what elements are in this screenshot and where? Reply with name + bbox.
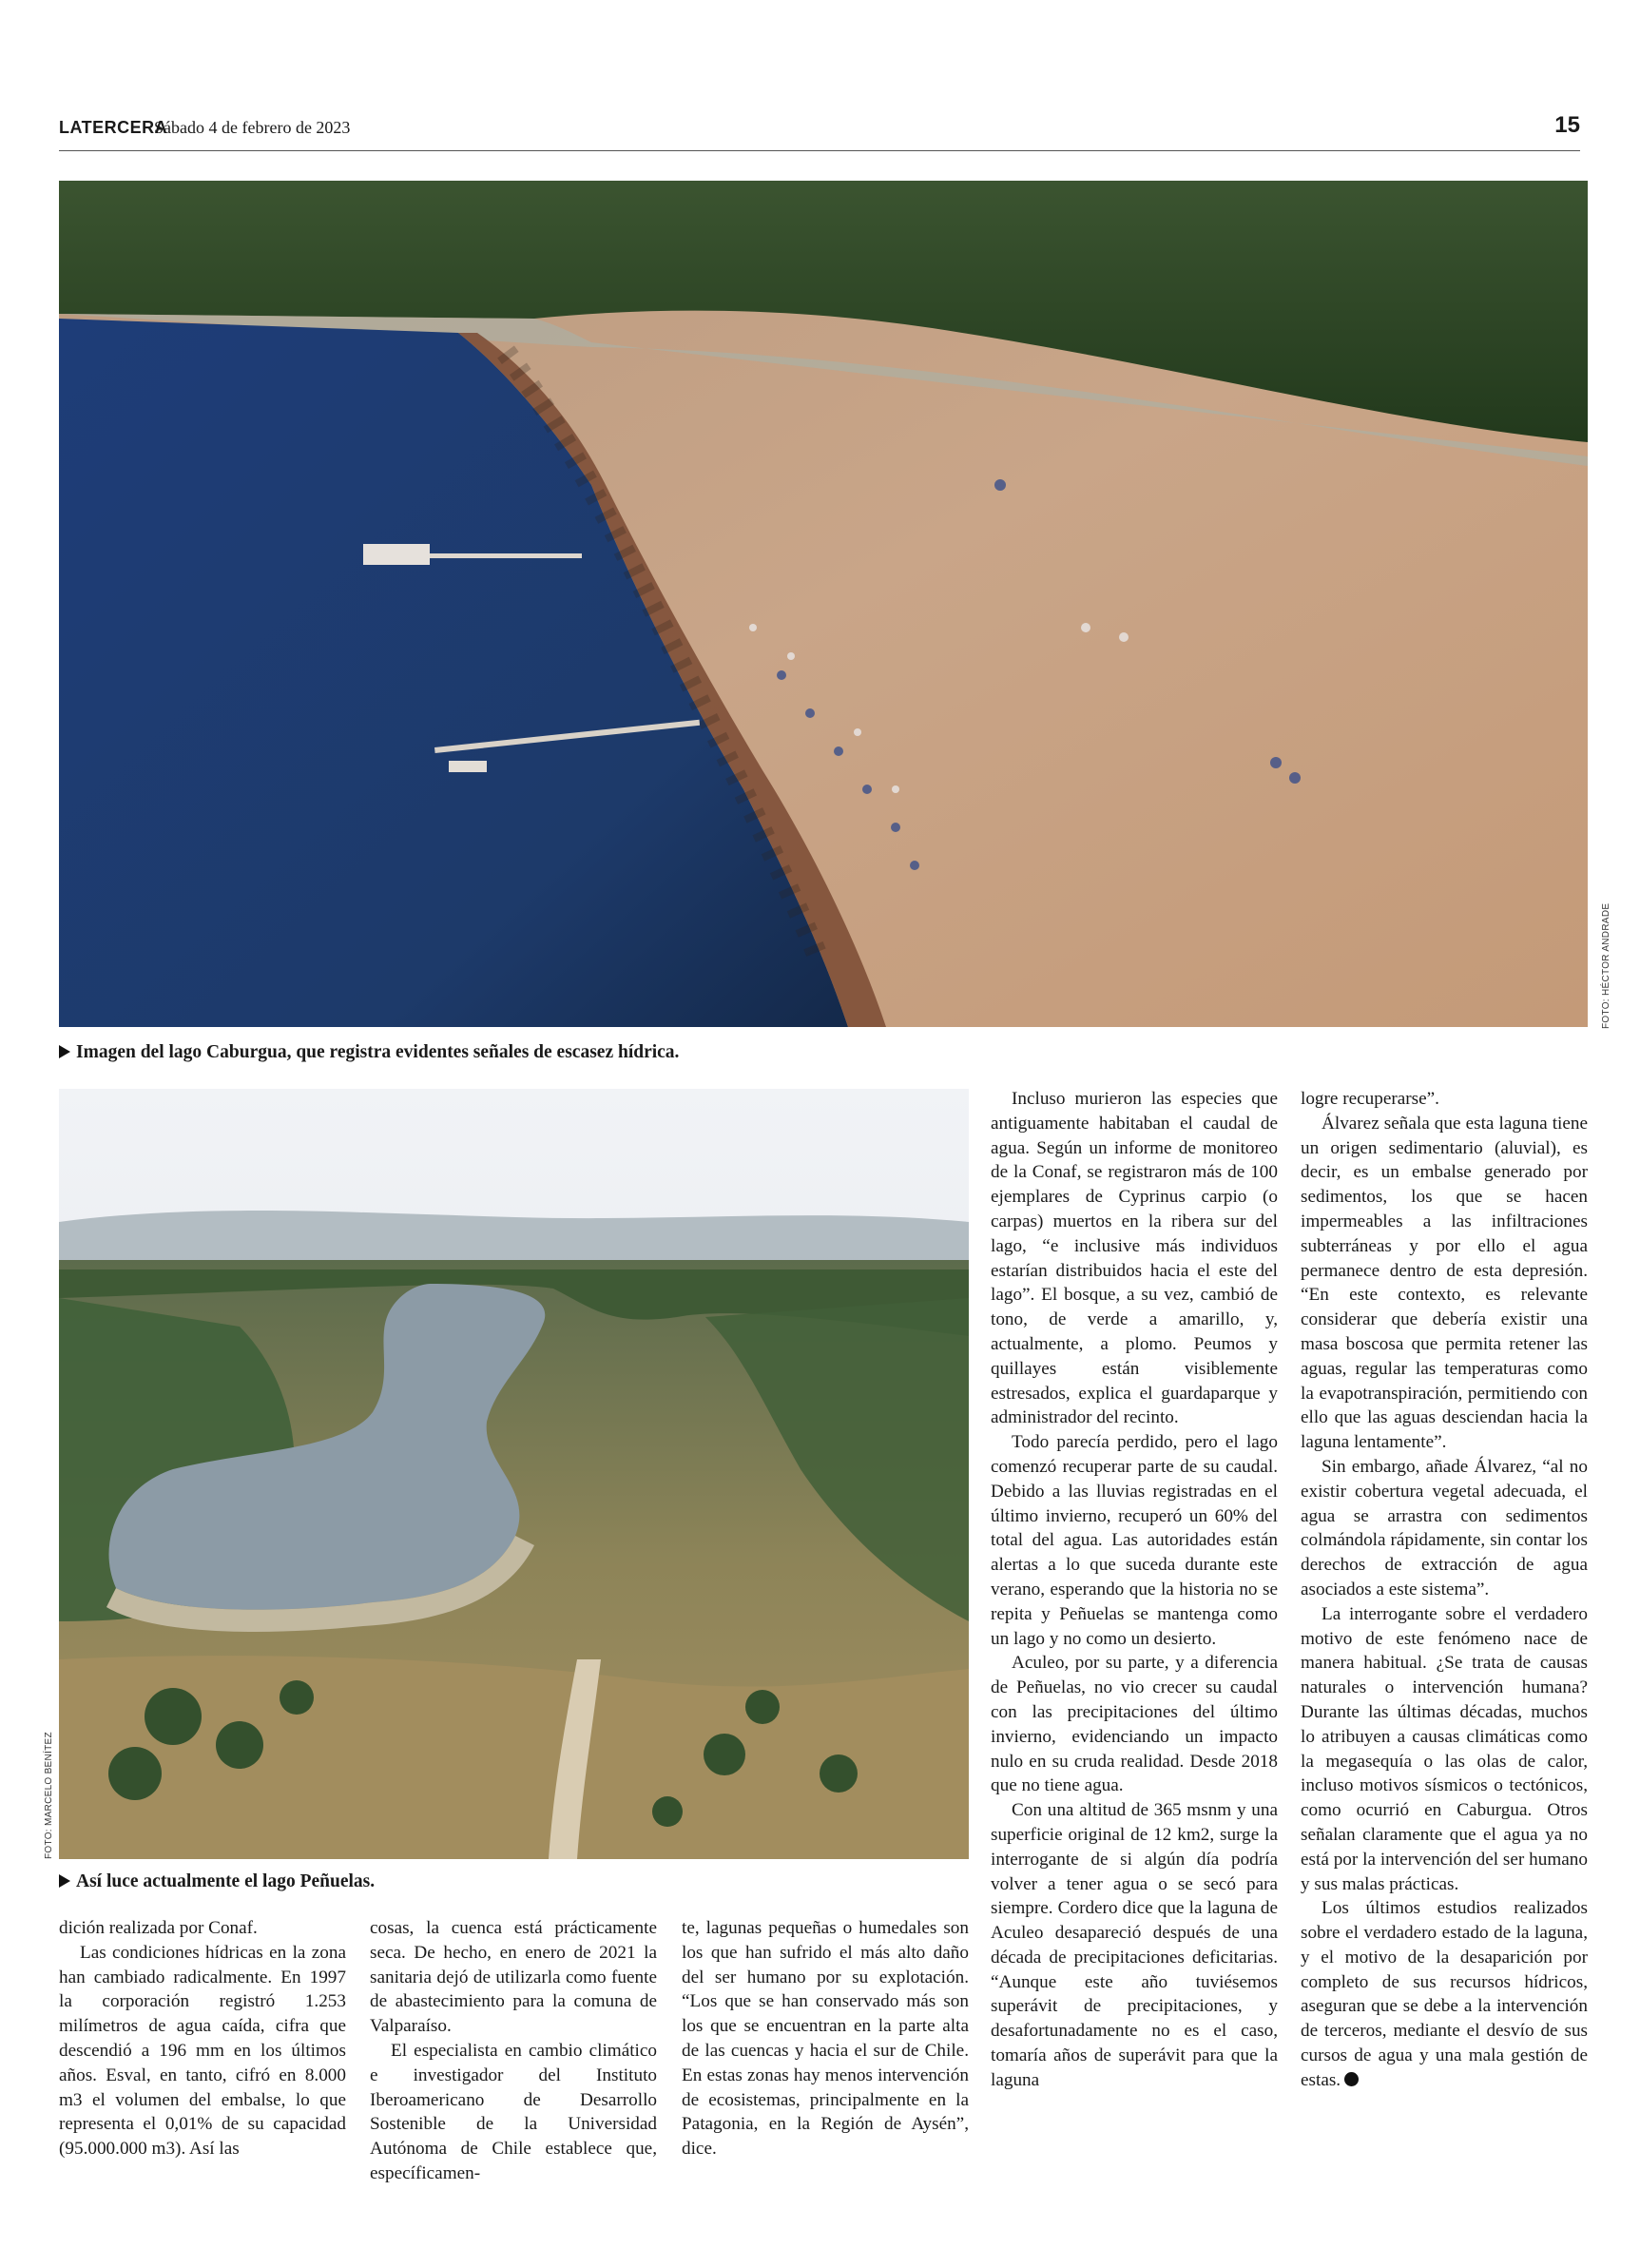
caption-triangle-icon — [59, 1045, 70, 1058]
text-column-1 — [59, 1916, 346, 2161]
text-column-4 — [991, 1087, 1278, 2093]
caption-top — [59, 1042, 679, 1063]
lake-beach-aerial-image — [59, 181, 1588, 1027]
photo-caburgua — [59, 181, 1588, 1027]
text-column-2 — [370, 1916, 657, 2186]
text-column-5 — [1301, 1087, 1588, 2093]
caption-mid — [59, 1871, 375, 1892]
paragraph: Álvarez señala que esta laguna tiene un origen sedimentario (aluvial), es decir, es un embalse generado por sedimentos, los que se hacen impermeables a las infiltraciones subterráneas y por ello el agua permanece dentro de esta depresión. “En este contexto, es relevante considerar que debería existir una masa boscosa que permita retener las aguas, regular las temperaturas como la evapotranspiración, permitiendo con ello que las aguas desciendan hacia la laguna lentamente”. — [1301, 1113, 1588, 1453]
text-column-3 — [682, 1916, 969, 2161]
paragraph: La interrogante sobre el verdadero motivo de este fenómeno nace de manera habitual. ¿Se trata de causas naturales o intervención humana? Durante las últimas décadas, muchos lo atribuyen a causas climáticas como la megasequía o las olas de calor, incluso motivos sísmicos o tectónicos, como ocurrió en Caburgua. Otros señalan claramente que el agua ya no está por la intervención del ser humano y sus malas prácticas. — [1301, 1603, 1588, 1894]
paragraph: Sin embargo, añade Álvarez, “al no existir cobertura vegetal adecuada, el agua se arrastra con sedimentos colmándola rápidamente, sin contar los derechos de extracción de agua asociados a este sistema”. — [1301, 1456, 1588, 1599]
paragraph: Todo parecía perdido, pero el lago comenzó recuperar parte de su caudal. Debido a las lluvias registradas en el último invierno, recuperó un 60% del total del agua. Las autoridades están alertas a lo que suceda durante este verano, esperando que la historia no se repita y Peñuelas se mantenga como un lago y no como un desierto. — [991, 1432, 1278, 1649]
caption-triangle-icon — [59, 1874, 70, 1888]
paragraph: Las condiciones hídricas en la zona han cambiado radicalmente. En 1997 la corporación registró 1.253 milímetros de agua caída, cifra que descendió a 196 mm en los últimos años. Esval, en tanto, cifró en 8.000 m3 el volumen del embalse, lo que representa el 0,01% de su capacidad (95.000.000 m3). Así las — [59, 1942, 346, 2160]
paragraph: te, lagunas pequeñas o humedales son los que han sufrido el más alto daño del ser humano por su explotación. “Los que se han conservado más son los que se encuentran en la parte alta de las cuencas y hacia el sur de Chile. En estas zonas hay menos intervención de ecosistemas, principalmente en la Patagonia, en la Región de Aysén”, dice. — [682, 1918, 969, 2160]
paragraph: logre recuperarse”. — [1301, 1089, 1439, 1109]
photo-penuelas — [59, 1089, 969, 1859]
paragraph: Con una altitud de 365 msnm y una superficie original de 12 km2, surge la interrogante de si algún día podría volver a tener agua o se secó para siempre. Cordero dice que la laguna de Aculeo desapareció después de una década de precipitaciones deficitarias. “Aunque este año tuviésemos superávit de precipitaciones, y desafortunadamente no es el caso, tomaría años de superávit para que la laguna — [991, 1800, 1278, 2090]
caption-top-text: Imagen del lago Caburgua, que registra evidentes señales de escasez hídrica. — [76, 1042, 680, 1062]
paragraph: dición realizada por Conaf. — [59, 1918, 258, 1938]
paragraph-final — [1301, 1896, 1588, 2092]
caption-mid-text: Así luce actualmente el lago Peñuelas. — [76, 1871, 376, 1891]
photo-credit-top: FOTO: HÉCTOR ANDRADE — [1601, 902, 1611, 1029]
issue-date: Sábado 4 de febrero de 2023 — [154, 118, 351, 137]
photo-credit-mid: FOTO: MARCELO BENÍTEZ — [44, 1732, 54, 1859]
newspaper-brand: LATERCERA — [59, 118, 168, 137]
paragraph-final-text: Los últimos estudios realizados sobre el verdadero estado de la laguna, y el motivo de la desaparición por completo de sus recursos hídricos, aseguran que se debe a la intervención de terceros, mediante el desvío de sus cursos de agua y una mala gestión de estas. — [1301, 1898, 1588, 2090]
lagoon-aerial-image — [59, 1089, 969, 1859]
end-of-article-icon — [1344, 2072, 1359, 2086]
paragraph: El especialista en cambio climático e investigador del Instituto Iberoamericano de Desarrollo Sostenible de la Universidad Autónoma de Chile establece que, específicamen- — [370, 2040, 657, 2183]
paragraph: Incluso murieron las especies que antiguamente habitaban el caudal de agua. Según un informe de monitoreo de la Conaf, se registraron más de 100 ejemplares de Cyprinus carpio (o carpas) muertos en la ribera sur del lago, “e inclusive más individuos estarían distribuidos hacia el este del lago”. El bosque, a su vez, cambió de tono, de verde a amarillo, y, actualmente, a plomo. Peumos y quillayes están visiblemente estresados, explica el guardaparque y administrador del recinto. — [991, 1089, 1278, 1428]
paragraph: cosas, la cuenca está prácticamente seca. De hecho, en enero de 2021 la sanitaria dejó de utilizarla como fuente de abastecimiento para la comuna de Valparaíso. — [370, 1918, 657, 2037]
paragraph: Aculeo, por su parte, y a diferencia de Peñuelas, no vio crecer su caudal con las precipitaciones del último invierno, evidenciando un impacto nulo en su cruda realidad. Desde 2018 que no tiene agua. — [991, 1653, 1278, 1796]
page-header — [59, 112, 1580, 151]
page-number: 15 — [1554, 112, 1580, 138]
